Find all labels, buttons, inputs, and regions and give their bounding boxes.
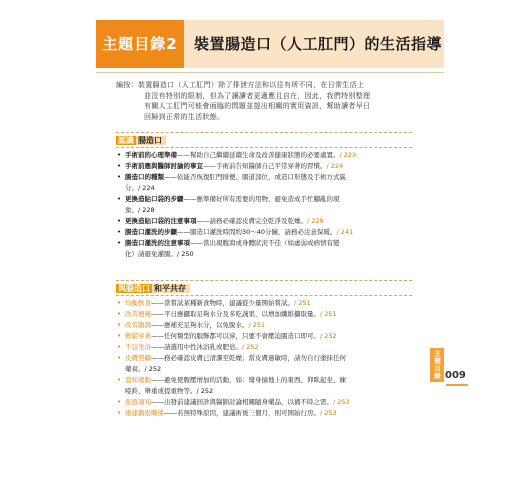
toc-item-text: ——應準備好所有需要的用物，避免造成手忙腳亂的現 xyxy=(183,195,340,203)
toc-item[interactable] xyxy=(116,375,414,397)
toc-item-term: 手術前的心理準備 xyxy=(125,151,177,159)
toc-item-term: 腸造口灌洗的步驟 xyxy=(125,228,177,236)
bullet-icon: • xyxy=(117,310,122,318)
toc-item[interactable] xyxy=(116,353,414,375)
toc-item-page: / 241 xyxy=(336,228,354,236)
section-heading-coexist xyxy=(116,283,190,294)
toc-item[interactable] xyxy=(116,408,414,419)
toc-item[interactable] xyxy=(116,320,414,331)
bullet-icon: • xyxy=(117,321,122,329)
toc-item-continuation: 化）請避免灌腸。/ 250 xyxy=(125,250,194,258)
toc-item-term: 不宜坐浴 xyxy=(125,343,151,351)
page-number: 009 xyxy=(445,370,466,381)
toc-item-text: ——出發前建議回診與醫師討論相關隨身藥品，以備不時之需。 xyxy=(151,398,333,406)
toc-item-page: / 224 xyxy=(326,162,344,170)
toc-item-text: ——避免使腹壓增加的活動，如：彎身撿地上的東西、仰臥起坐、練 xyxy=(151,376,346,384)
toc-item[interactable] xyxy=(116,397,414,408)
toc-item-term: 旅遊須知 xyxy=(125,398,151,406)
section-divider xyxy=(116,147,412,148)
toc-item-text: ——當嘗試某種新食物時，建議從少量開始嘗試。 xyxy=(151,299,294,307)
bullet-icon: • xyxy=(117,173,122,181)
toc-item-term: 手術前應與醫師討論的事宜 xyxy=(125,162,203,170)
toc-item-text: ——幫助自己繼續延續生命及改善健康狀態的必要處置。 xyxy=(177,151,340,159)
note-line: 有關人工肛門可能會面臨的問題並提出相關的實用資訊，幫助讀者早日 xyxy=(144,102,371,110)
section-heading-rest: 和平共存 xyxy=(152,284,190,293)
note-line: 回歸到正常的生活狀態。 xyxy=(144,112,225,121)
toc-item[interactable] xyxy=(116,216,414,227)
toc-item[interactable] xyxy=(116,309,414,320)
toc-item-page: / 251 xyxy=(320,310,337,318)
toc-item-term: 更換造貼口袋的注意事項 xyxy=(125,217,197,225)
toc-item[interactable] xyxy=(116,342,414,353)
bullet-icon: • xyxy=(117,151,122,159)
toc-item-term: 重建親密關係 xyxy=(125,409,164,417)
toc-item-text: ——任何類型的服飾都可以穿，只要不會壓迫腸造口即可。 xyxy=(151,332,320,340)
toc-item-text: ——請選用中性沐浴乳或肥皂。 xyxy=(151,343,242,351)
toc-item-continuation: 象。/ 228 xyxy=(125,206,155,214)
toc-item-text: ——平日應攝取足夠水分及多吃蔬果，以增加纖維攝取量。 xyxy=(151,310,320,318)
editor-note xyxy=(116,80,412,122)
bullet-icon: • xyxy=(117,299,122,307)
toc-item-text: ——當出現腹瀉或身體狀況不佳（如虛弱或病情有變 xyxy=(190,239,340,247)
section-divider xyxy=(116,132,412,133)
page-number-bar xyxy=(446,384,468,386)
bullet-icon: • xyxy=(117,409,122,417)
section-divider xyxy=(116,295,412,296)
toc-item-text: ——若無特殊原因，建議術後三個月，則可開始行房。 xyxy=(164,409,320,417)
toc-item-text: ——請務必確認皮膚完全乾淨及乾燥。 xyxy=(196,217,307,225)
toc-item-page: / 253 xyxy=(320,409,337,417)
section-heading-rest: 腸造口 xyxy=(136,136,166,145)
bullet-icon: • xyxy=(117,217,122,225)
section-divider xyxy=(116,280,412,281)
bullet-icon: • xyxy=(117,354,122,362)
toc-item-term: 改善便秘 xyxy=(125,310,151,318)
bullet-icon: • xyxy=(117,239,122,247)
toc-item-term: 均衡飲食 xyxy=(125,299,151,307)
section-heading-highlight: 與腸造口 xyxy=(118,284,150,293)
toc-item-continuation: 啞鈴、舉重或提重物等。/ 252 xyxy=(125,387,214,395)
toc-item-term: 改善腹瀉 xyxy=(125,321,151,329)
bullet-icon: • xyxy=(117,332,122,340)
toc-item[interactable] xyxy=(116,238,414,260)
toc-item-term: 腸造口的種類 xyxy=(125,173,164,181)
toc-item-page: / 251 xyxy=(248,321,266,329)
toc-item[interactable] xyxy=(116,227,414,238)
toc-item-term: 更換造貼口袋的步驟 xyxy=(125,195,184,203)
toc-item-page: / 252 xyxy=(242,343,259,351)
bullet-icon: • xyxy=(117,343,122,351)
bullet-icon: • xyxy=(117,195,122,203)
toc-item[interactable] xyxy=(116,331,414,342)
toc-item[interactable] xyxy=(116,172,414,194)
toc-item-text: ——腸造口灌洗時間約30～40分鐘，請務必注意保暖。 xyxy=(177,228,337,236)
page-title: 裝置腸造口（人工肛門）的生活指導 xyxy=(194,35,443,53)
toc-item-continuation: 藥膏。/ 252 xyxy=(125,365,162,373)
toc-item-term: 腸造口灌洗的注意事項 xyxy=(125,239,190,247)
bullet-icon: • xyxy=(117,398,122,406)
toc-item-page: / 253 xyxy=(333,398,350,406)
note-line: 並沒有特別的限制，但為了讓讀者更適應且自在，因此，我們特別整理 xyxy=(144,91,371,100)
toc-item[interactable] xyxy=(116,194,414,216)
side-section-tab: 主題目錄 xyxy=(430,348,444,382)
toc-item-text: ——務必確認皮膚已清潔至乾燥；當皮膚過敏時，請勿自行塗抹任何 xyxy=(151,354,346,362)
bullet-icon: • xyxy=(117,162,122,170)
toc-item-text: ——手術前告知醫師自己平常穿著的習慣。 xyxy=(203,162,327,170)
toc-item-page: / 252 xyxy=(320,332,337,340)
toc-item[interactable] xyxy=(116,298,414,309)
toc-item[interactable] xyxy=(116,161,414,172)
section2-list xyxy=(116,298,414,419)
toc-item-text: ——應補充足夠水分，以免脫水。 xyxy=(151,321,249,329)
title-divider xyxy=(96,72,444,73)
bullet-icon: • xyxy=(117,228,122,236)
toc-item-page: / 229 xyxy=(307,217,324,225)
toc-item-page: / 251 xyxy=(294,299,311,307)
toc-item-term: 皮膚照顧 xyxy=(125,354,151,362)
section-heading-know-stoma xyxy=(116,135,166,146)
note-line: 編按：裝置腸造口（人工肛門）除了排泄方法和以往有所不同，在日常生活上 xyxy=(116,81,365,89)
toc-item[interactable] xyxy=(116,150,414,161)
section-heading-highlight: 認識 xyxy=(118,136,134,145)
section1-list xyxy=(116,150,414,260)
toc-item-continuation: 分。/ 224 xyxy=(125,184,155,192)
chapter-tab: 主題目錄2 xyxy=(96,20,184,68)
toc-item-page: / 223 xyxy=(339,151,357,159)
toc-item-term: 溫和運動 xyxy=(125,376,151,384)
toc-item-term: 輕鬆穿著 xyxy=(125,332,151,340)
toc-item-text: ——依能否恢復肛門排便、腸道部位，或造口形態及手術方式區 xyxy=(164,173,346,181)
bullet-icon: • xyxy=(117,376,122,384)
